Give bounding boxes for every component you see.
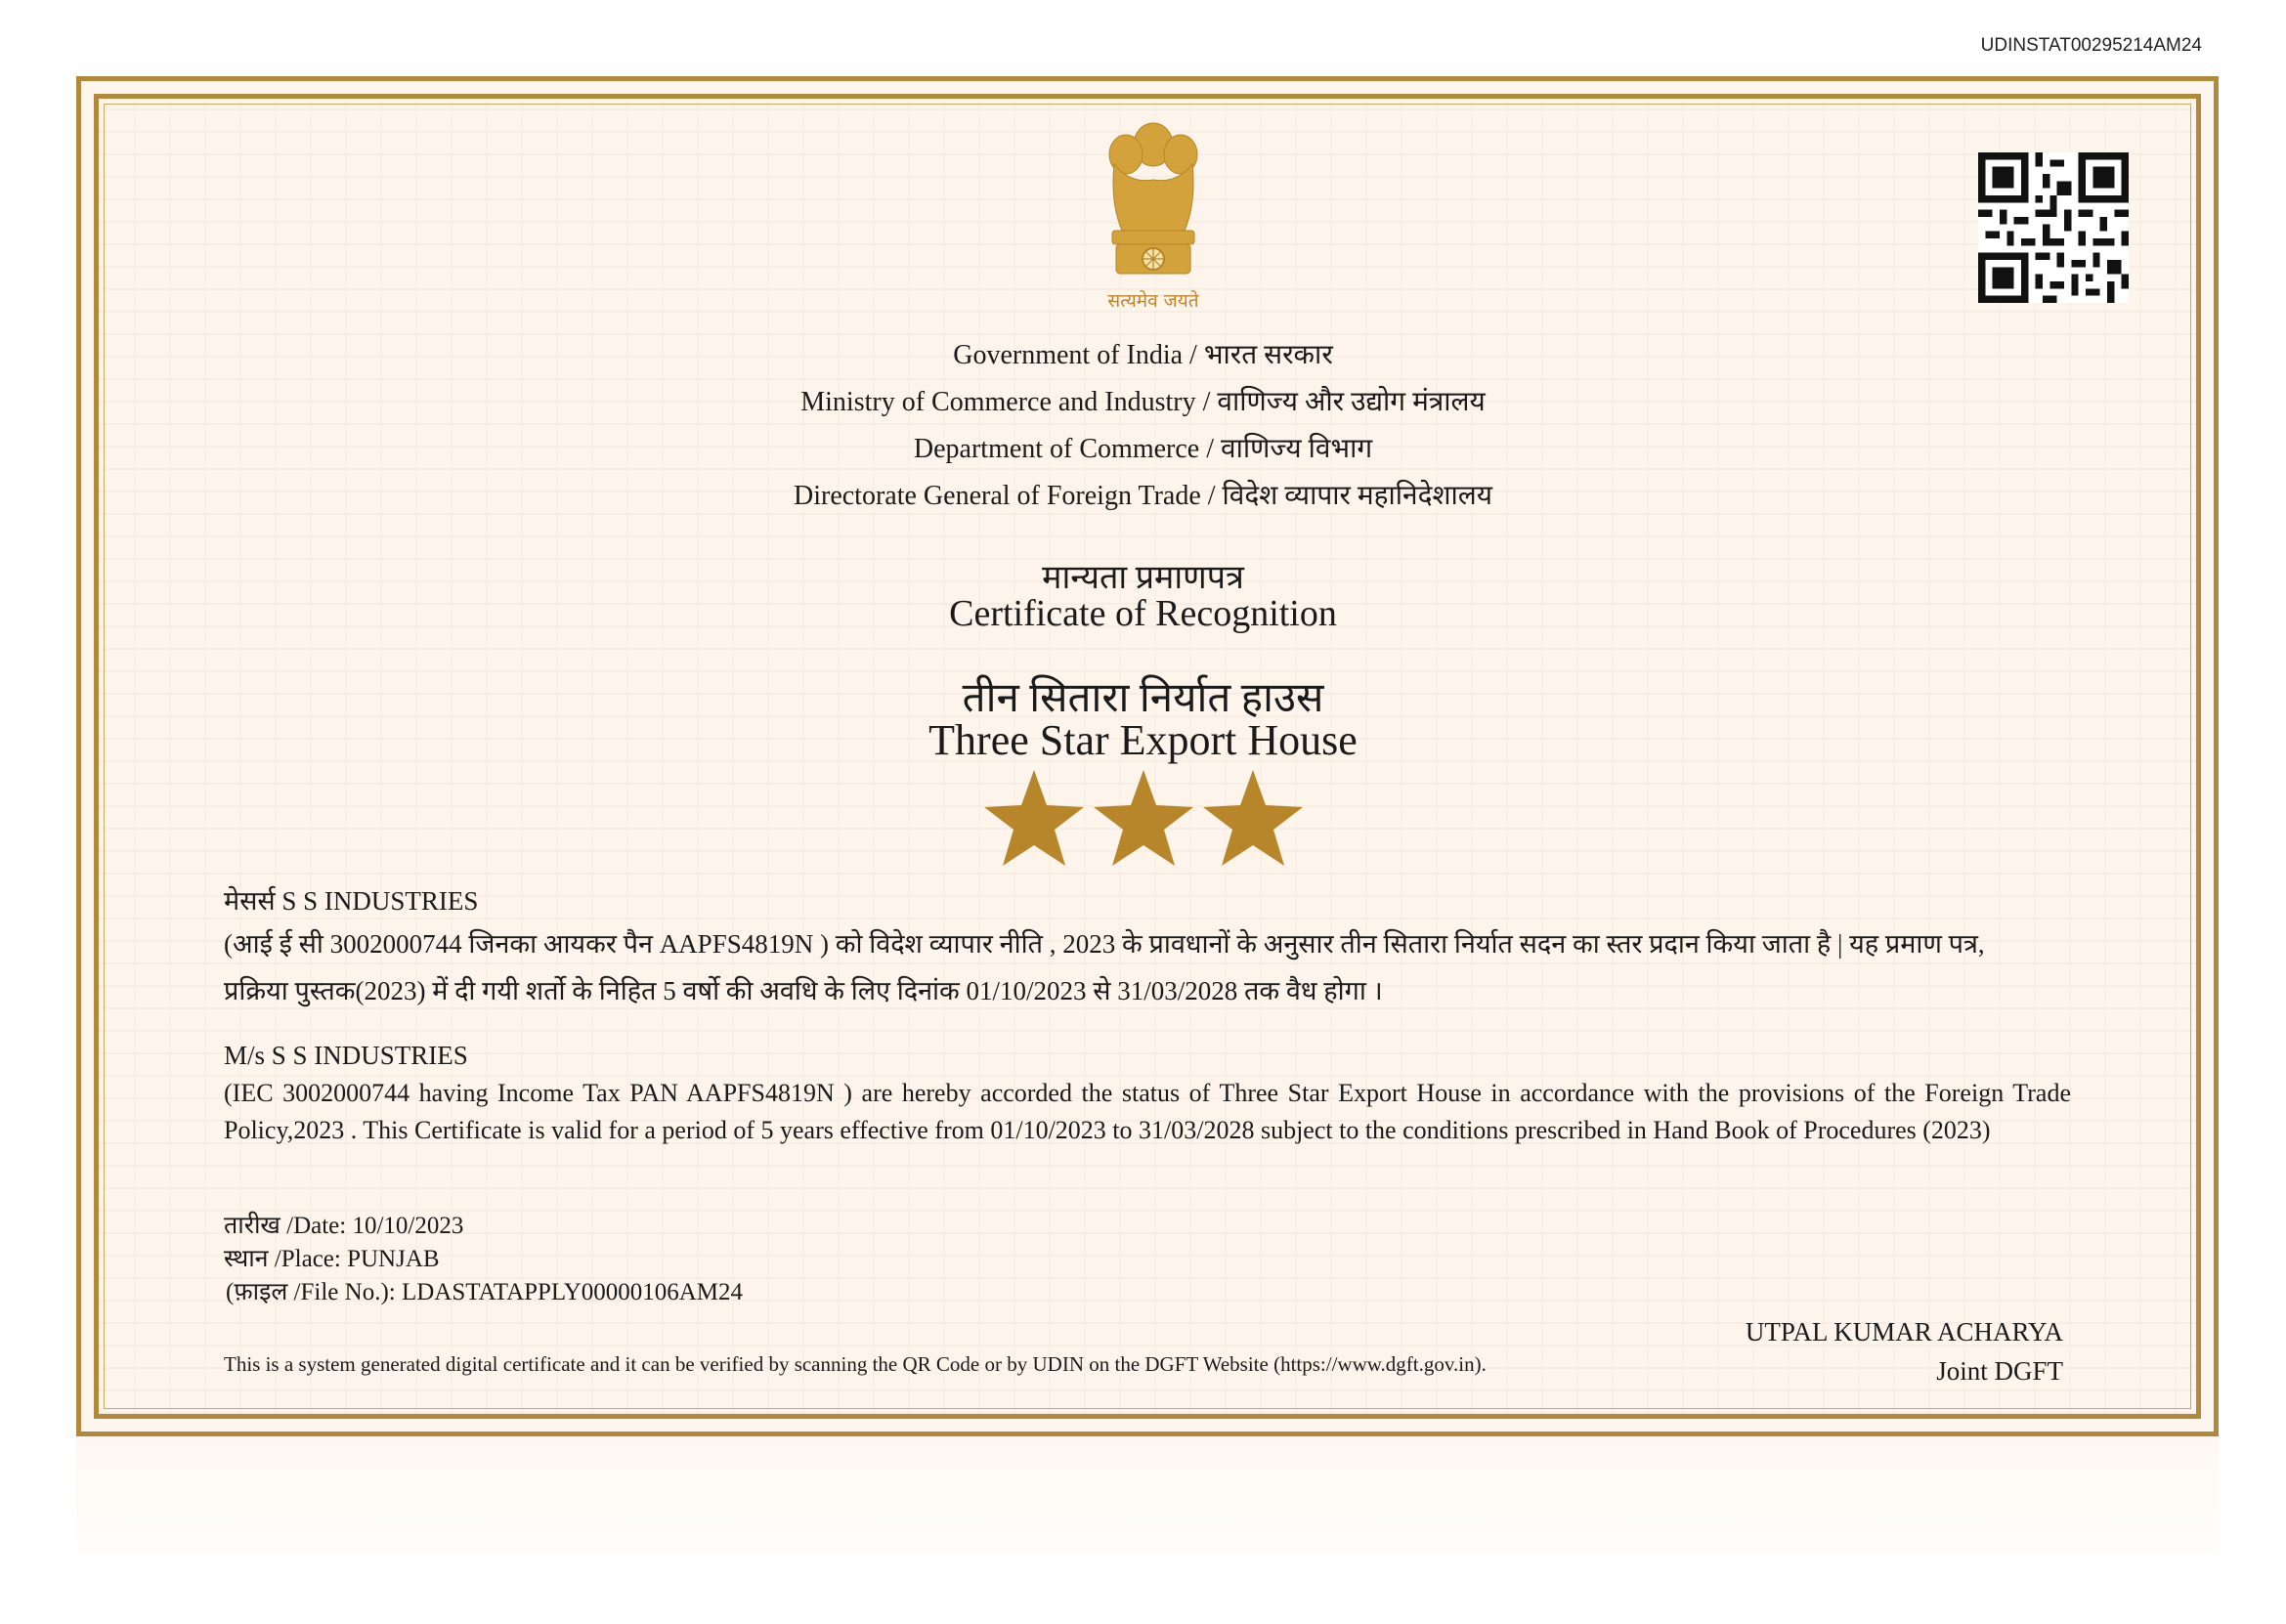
title-hindi: मान्यता प्रमाणपत्र (1042, 560, 1244, 596)
status-hindi: तीन सितारा निर्यात हाउस (962, 676, 1324, 721)
header-ministry: Ministry of Commerce and Industry / वाणिज्य और उद्योग मंत्रालय (800, 387, 1486, 417)
certificate-file-number: (फ़ाइल /File No.): LDASTATAPPLY00000106AM24 (226, 1279, 744, 1305)
header-department: Department of Commerce / वाणिज्य विभाग (913, 434, 1373, 464)
signatory-designation: Joint DGFT (1936, 1356, 2063, 1386)
hindi-block (224, 881, 2071, 1014)
certificate-date: तारीख /Date: 10/10/2023 (224, 1213, 464, 1239)
title-english: Certificate of Recognition (949, 593, 1337, 634)
star-rating (977, 768, 1310, 876)
hindi-para-line1: (आई ई सी 3002000744 जिनका आयकर पैन AAPFS4819N ) को विदेश व्यापार नीति , 2023 के प्रावधानों के अनुसार तीन सितारा निर्यात सदन का स्तर प्रदान किया जाता है | यह प्रमाण पत्र, (224, 929, 1985, 959)
emblem-motto: सत्यमेव जयते (1107, 290, 1199, 312)
star-icon (1203, 770, 1303, 866)
hindi-para-line2: प्रक्रिया पुस्तक(2023) में दी गयी शर्तो के निहित 5 वर्षो की अवधि के लिए दिनांक 01/10/2023 से 31/03/2028 तक वैध होगा । (224, 976, 1383, 1005)
english-paragraph: (IEC 3002000744 having Income Tax PAN AAPFS4819N ) are hereby accorded the status of Three Star Export House in accordance with the provisions of the Foreign Trade Policy,2023 . This Certificate is valid for a period of 5 years effective from 01/10/2023 to 31/03/2028 subject to the conditions prescribed in Hand Book of Procedures (2023) (224, 1079, 2071, 1144)
signatory-name: UTPAL KUMAR ACHARYA (1745, 1317, 2063, 1346)
page-lower-background (76, 1436, 2219, 1554)
english-block (224, 1036, 2071, 1149)
udin-number: UDINSTAT00295214AM24 (1980, 35, 2202, 56)
header-government: Government of India / भारत सरकार (953, 340, 1333, 370)
firm-name-english: M/s S S INDUSTRIES (224, 1041, 468, 1070)
star-icon (1094, 770, 1193, 866)
verification-footnote: This is a system generated digital certificate and it can be verified by scanning the QR Code or by UDIN on the DGFT Website (https://www.dgft.gov.in). (224, 1352, 1487, 1376)
national-emblem-icon (1093, 115, 1214, 315)
certificate-place: स्थान /Place: PUNJAB (224, 1246, 440, 1272)
header-directorate: Directorate General of Foreign Trade / विदेश व्यापार महानिदेशालय (794, 481, 1492, 511)
qr-code-icon[interactable] (1978, 152, 2129, 303)
firm-name-hindi: मेसर्स S S INDUSTRIES (224, 886, 479, 916)
star-icon (984, 770, 1084, 866)
status-english: Three Star Export House (928, 716, 1358, 764)
